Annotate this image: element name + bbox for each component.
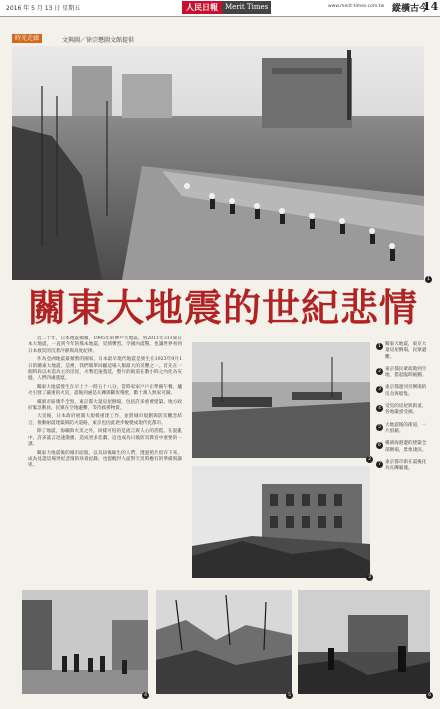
photo-number-2: 2 bbox=[366, 456, 373, 463]
photo-number-3: 3 bbox=[366, 574, 373, 581]
paragraph: 近二十年，日本地震頻頻，1995年的神戶大地震、到2011年311東日本大地震，一直到今年的熊本地震，災情慘烈，令國內震驚。也讓世界看到日本救災的沉著冷靜與高度紀律。 bbox=[28, 336, 182, 354]
byline: 文與圖／徐宗懋圖文館提供 bbox=[62, 37, 135, 44]
caption-item: 6 橫濱海港邊的建築全部倒塌，景象淒涼。 bbox=[376, 441, 428, 454]
kicker-label: 時光走廊 bbox=[12, 34, 42, 43]
masthead bbox=[0, 0, 440, 17]
photo-number-4: 4 bbox=[142, 692, 149, 699]
canal-photo bbox=[192, 342, 370, 458]
caption-item: 5 大地震後的街道，一片狼藉。 bbox=[376, 423, 428, 436]
paragraph: 關東大地震後的城市面貌，以及劫後餘生的人們，透過照片留存下來，成為見證這場世紀悲情的珍貴紀錄，也提醒世人面對天災時應有的準備與謙卑。 bbox=[28, 450, 182, 469]
harbor-ruins-photo bbox=[298, 590, 430, 694]
issue-date: 2016 年 5 月 13 日 星期五 bbox=[6, 5, 81, 12]
paragraph: 作為亞洲地震最頻繁的國家，日本最早現代地震是發生在1923年9月1日的關東大地震，這裡，我們簡單回顧這場人類最大的災難之一。首先在一個時段以木造為主的房屋，火勢迅速蔓延，整片的街道在數小時之內化為灰燼，人們四處逃竄。 bbox=[28, 357, 182, 382]
website: www.merit-times.com.tw bbox=[328, 4, 385, 9]
caption-item: 2 東京都民眾疏散到空地，搭起臨時帳棚。 bbox=[376, 367, 428, 380]
street-crowd-photo bbox=[22, 590, 148, 694]
photo-number-6: 6 bbox=[426, 692, 433, 699]
newspaper-logo: 人民日報 bbox=[182, 1, 222, 14]
rubble-photo bbox=[156, 590, 292, 694]
paragraph: 橫濱市區幾乎全毀，東京都大量房屋倒塌，包括許多重要建築。地方政府緊急動員，民眾在空地避難，等待救援物資。 bbox=[28, 399, 182, 412]
caption-item: 1 關東大地震，東京大量房屋倒塌，民眾避難。 bbox=[376, 342, 428, 361]
caption-item: 4 受災的房屋與街道，各地嚴重受損。 bbox=[376, 404, 428, 417]
photo-number-1: 1 bbox=[425, 276, 432, 283]
section-title: 縱橫古今 bbox=[392, 4, 429, 14]
ruined-building-photo bbox=[192, 466, 370, 578]
brand-name: Merit Times bbox=[222, 1, 271, 14]
paragraph: 除了地震，海嘯與火災之外，同樣可怕的是流言與人心的恐慌。在混亂中，許多謠言迅速散播，造成更多悲劇，這也成為日後防災教育中重要的一課。 bbox=[28, 429, 182, 448]
paragraph: 關東大地震發生在早上十一時五十八分，當時家家戶戶正準備午餐，爐火引發了嚴重的火災，震後到處是瓦礫與斷垣殘壁，數十萬人無家可歸。 bbox=[28, 384, 182, 397]
paragraph: 大災後，日本政府展開大規模重建工作，並將城市規劃與防災觀念結合，推動耐震建築與防火道路，東京也因此逐步蛻變成現代化都市。 bbox=[28, 414, 182, 426]
caption-item: 7 東京都市街在震後化為瓦礫廢墟。 bbox=[376, 460, 428, 473]
photo-captions bbox=[376, 342, 428, 478]
article-body bbox=[28, 336, 182, 586]
photo-number-5: 5 bbox=[286, 692, 293, 699]
main-photo bbox=[12, 46, 424, 280]
caption-item: 3 東京都運河旁倒塌的房舍與船隻。 bbox=[376, 385, 428, 398]
page-number: 14 bbox=[423, 0, 439, 13]
headline: 關東大地震的世紀悲情 bbox=[28, 285, 419, 330]
